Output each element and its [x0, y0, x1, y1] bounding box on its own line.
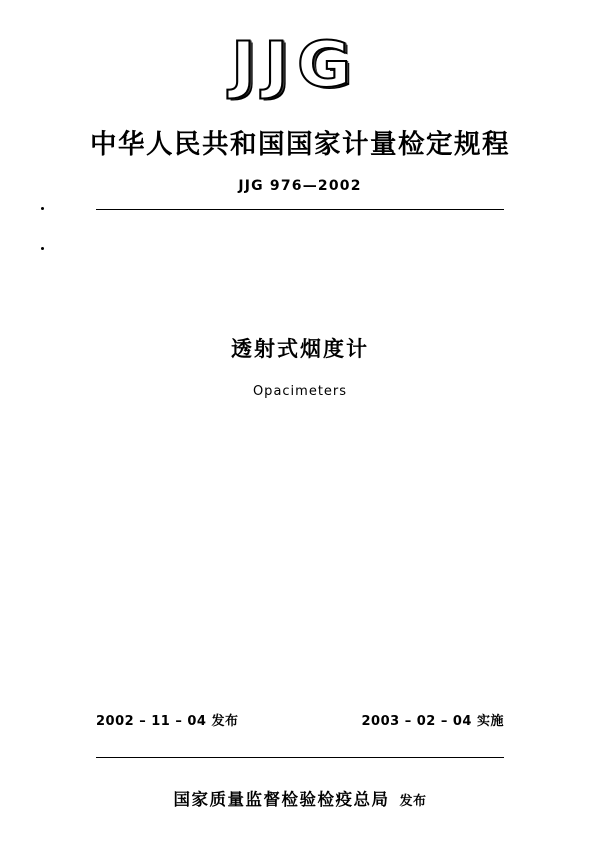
issuer-suffix: 发布	[399, 794, 427, 809]
effective-date: 2003 – 02 – 04 实施	[361, 714, 504, 729]
jjg-logo-text: JJG	[231, 28, 360, 101]
divider-bottom	[96, 757, 504, 758]
document-number: JJG 976—2002	[238, 178, 362, 194]
page-title: 中华人民共和国国家计量检定规程	[90, 129, 510, 160]
issuer-name: 国家质量监督检验检疫总局	[173, 790, 390, 809]
jjg-logo	[0, 28, 600, 101]
divider-top	[96, 209, 504, 210]
date-row	[96, 710, 504, 729]
issue-date: 2002 – 11 – 04 发布	[96, 714, 239, 729]
issuer-line	[0, 786, 600, 810]
register-mark-lower	[41, 247, 44, 250]
register-mark-upper	[41, 207, 44, 210]
subject-title-chinese: 透射式烟度计	[231, 337, 369, 361]
subject-title-english: Opacimeters	[252, 384, 348, 399]
